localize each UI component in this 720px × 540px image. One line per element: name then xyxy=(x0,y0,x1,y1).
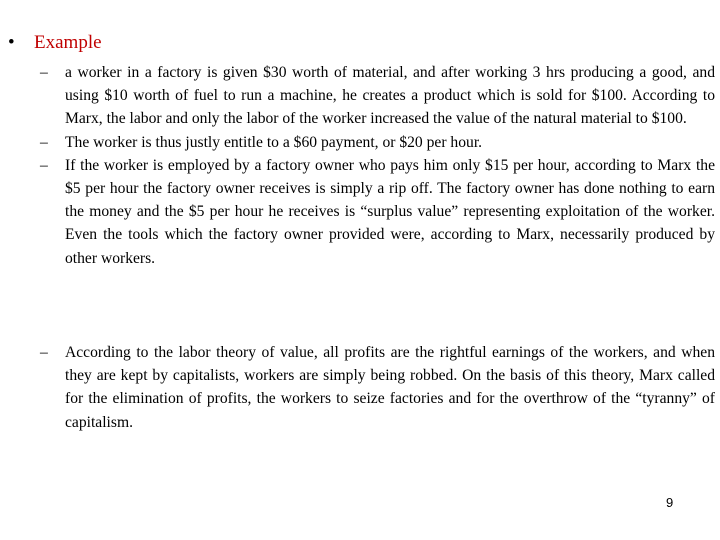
slide-heading xyxy=(8,31,102,55)
bullet-icon: • xyxy=(8,32,15,53)
sub-point-worker-example: – a worker in a factory is given $30 worth of material, and after working 3 hrs producing a good, and using $10 worth of fuel to run a machine, he creates a product which is sold for $100. According to Marx, the labor and only the labor of the worker increased the value of the natural material to $100. xyxy=(40,61,715,131)
sub-point-payment: – The worker is thus justly entitle to a $60 payment, or $20 per hour. xyxy=(40,131,715,154)
sub-point-surplus-value: – If the worker is employed by a factory owner who pays him only $15 per hour, according to Marx the $5 per hour the factory owner receives is simply a rip off. The factory owner has done nothing to earn the money and the $5 per hour he receives is “surplus value” representing exploitation of the worker. Even the tools which the factory owner provided were, according to Marx, necessarily produced by other workers. xyxy=(40,154,715,270)
heading-title: Example xyxy=(34,32,102,53)
sub-point-list-2 xyxy=(40,341,715,434)
sub-point-labor-theory: – According to the labor theory of value, all profits are the rightful earnings of the workers, and when they are kept by capitalists, workers are simply being robbed. On the basis of this theory, Marx called for the elimination of profits, the workers to seize factories and for the overthrow of the “tyranny” of capitalism. xyxy=(40,341,715,434)
page-number: 9 xyxy=(666,495,674,510)
sub-point-list xyxy=(40,61,715,270)
